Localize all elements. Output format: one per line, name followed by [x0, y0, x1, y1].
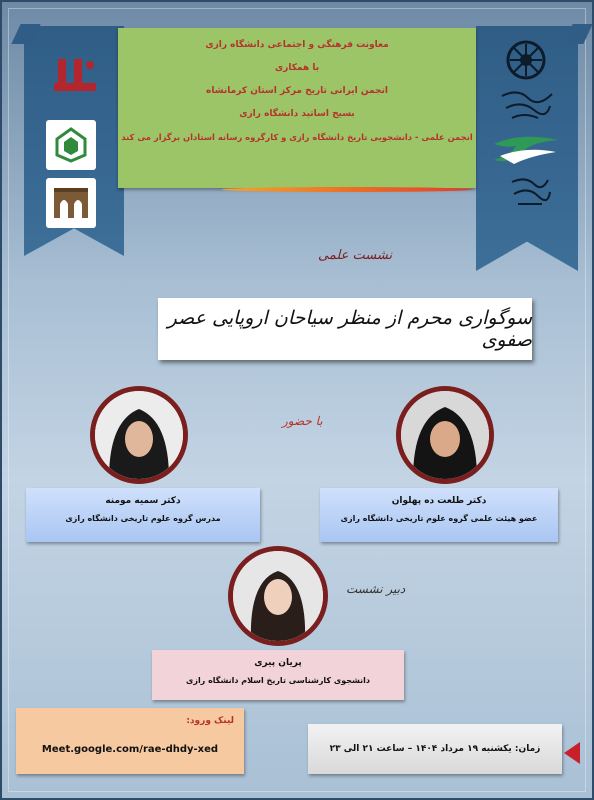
session-title: سوگواری محرم از منظر سیاحان اروپایی عصر صفوی: [167, 307, 532, 351]
moderator-photo: [228, 546, 328, 646]
cultural-deputy-calligraphy-icon: [498, 86, 556, 122]
person-avatar-icon: [401, 391, 489, 479]
person-avatar-icon: [95, 391, 183, 479]
speaker-card-1: [320, 488, 558, 542]
history-association-logo: [46, 40, 104, 112]
meeting-link-label: لینک ورود:: [186, 716, 234, 726]
speaker-description: عضو هیئت علمی گروه علوم تاریخی دانشگاه رازی: [340, 514, 538, 523]
moderator-card: [152, 650, 404, 700]
speaker-description: مدرس گروه علوم تاریخی دانشگاه رازی: [65, 514, 221, 523]
header-line-4: بسیج اساتید دانشگاه رازی: [239, 109, 355, 119]
title-box: [158, 298, 532, 360]
header-line-1: معاونت فرهنگی و اجتماعی دانشگاه رازی: [205, 40, 389, 50]
razi-university-emblem-icon: [502, 38, 550, 82]
session-type-label: نشست علمی: [318, 248, 393, 263]
header-line-5: انجمن علمی - دانشجویی تاریخ دانشگاه رازی و کارگروه رسانه استادان برگزار می کند: [121, 132, 473, 142]
session-time: زمان: یکشنبه ۱۹ مرداد ۱۴۰۴ – ساعت ۲۱ الی ۲۳: [329, 744, 541, 754]
green-swoosh-logo-icon: [490, 130, 562, 170]
speaker-photo-1: [396, 386, 494, 484]
moderator-label: دبیر نشست: [346, 582, 406, 596]
header-line-2: با همکاری: [274, 63, 320, 73]
person-avatar-icon: [233, 551, 323, 641]
moderator-description: دانشجوی کارشناسی تاریخ اسلام دانشگاه رازی: [186, 676, 370, 685]
speaker-card-2: [26, 488, 260, 542]
organizer-header: [118, 28, 476, 188]
cultural-building-logo: [46, 178, 96, 228]
university-calligraphy-icon: [508, 174, 552, 208]
meeting-link-box: [16, 708, 244, 774]
speaker-name: دکتر سمیه مومنه: [105, 496, 181, 506]
building-logo-icon: [50, 182, 92, 224]
with-presence-label: با حضور: [282, 414, 323, 428]
ta-logo-icon: [52, 55, 98, 95]
header-line-3: انجمن ایرانی تاریخ مرکز استان کرمانشاه: [206, 86, 388, 96]
time-box: [308, 724, 562, 774]
header-swoosh: [222, 187, 472, 192]
research-group-logo: [46, 120, 96, 170]
meeting-link-url[interactable]: Meet.google.com/rae-dhdy-xed: [41, 744, 219, 755]
leaf-logo-icon: [51, 125, 91, 165]
speaker-name: دکتر طلعت ده پهلوان: [391, 496, 487, 506]
speaker-photo-2: [90, 386, 188, 484]
red-arrow-icon: [564, 742, 580, 764]
moderator-name: پریان پیری: [254, 658, 302, 668]
